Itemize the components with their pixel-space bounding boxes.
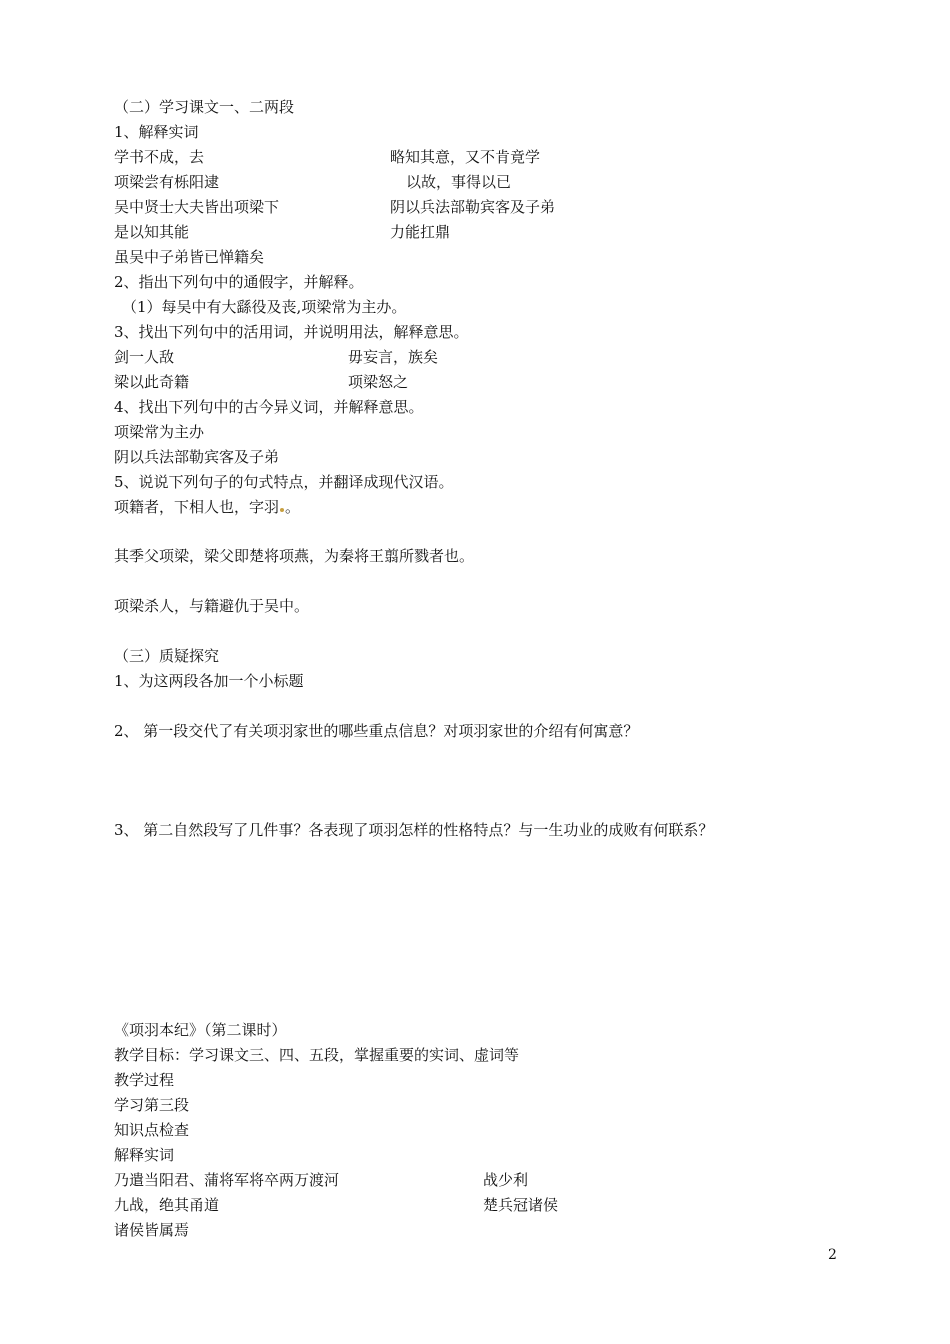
usage-item: 梁以此奇籍 [114, 373, 190, 391]
lesson-title: 《项羽本纪》（第二课时） [114, 1021, 287, 1039]
term-item: 力能扛鼎 [390, 223, 451, 241]
term-item: 吴中贤士大夫皆出项梁下 [114, 198, 280, 216]
term-item: 是以知其能 [114, 223, 190, 241]
question-4-title: 4、找出下列句中的古今异义词，并解释意思。 [114, 398, 424, 416]
section-label: 解释实词 [114, 1146, 175, 1164]
sentence-item: 项梁杀人，与籍避仇于吴中。 [114, 597, 310, 615]
term-item: 学书不成，去 [114, 148, 205, 166]
sentence-item: 其季父项梁，梁父即楚将项燕，为秦将王翦所戮者也。 [114, 547, 475, 565]
question-2-title: 2、指出下列句中的通假字，并解释。 [114, 273, 364, 291]
term-item: 虽吴中子弟皆已惮籍矣 [114, 248, 265, 266]
edit-mark [280, 508, 284, 512]
inquiry-question: 2、 第一段交代了有关项羽家世的哪些重点信息？对项羽家世的介绍有何寓意？ [114, 722, 639, 740]
meaning-item: 阴以兵法部勒宾客及子弟 [114, 448, 280, 466]
teaching-process: 教学过程 [114, 1071, 175, 1089]
term-item: 战少利 [483, 1171, 529, 1189]
term-item: 项梁尝有栎阳逮 [114, 173, 220, 191]
question-5-title: 5、说说下列句子的句式特点，并翻译成现代汉语。 [114, 473, 454, 491]
section-heading: （二）学习课文一、二两段 [114, 98, 295, 116]
term-item: 乃遣当阳君、蒲将军将卒两万渡河 [114, 1171, 340, 1189]
section-label: 学习第三段 [114, 1096, 190, 1114]
term-item: 略知其意，又不肯竟学 [390, 148, 541, 166]
inquiry-question: 3、 第二自然段写了几件事？各表现了项羽怎样的性格特点？与一生功业的成败有何联系？ [114, 821, 714, 839]
term-item: 诸侯皆属焉 [114, 1221, 190, 1239]
term-item: 九战，绝其甬道 [114, 1196, 220, 1214]
meaning-item: 项梁常为主办 [114, 423, 205, 441]
teaching-goal: 教学目标：学习课文三、四、五段，掌握重要的实词、虚词等 [114, 1046, 520, 1064]
question-2-item: （1）每吴中有大繇役及丧,项梁常为主办。 [122, 298, 407, 316]
question-3-title: 3、找出下列句中的活用词，并说明用法，解释意思。 [114, 323, 469, 341]
usage-item: 毋妄言，族矣 [348, 348, 439, 366]
question-1-title: 1、解释实词 [114, 123, 199, 141]
section-heading: （三）质疑探究 [114, 647, 220, 665]
sentence-item: 项籍者，下相人也，字羽 。 [114, 498, 301, 516]
term-item: 阴以兵法部勒宾客及子弟 [390, 198, 556, 216]
section-label: 知识点检查 [114, 1121, 190, 1139]
term-item: 以故，事得以已 [406, 173, 512, 191]
usage-item: 剑一人敌 [114, 348, 175, 366]
page-number: 2 [828, 1247, 837, 1263]
usage-item: 项梁怒之 [348, 373, 409, 391]
sentence-text: 项籍者，下相人也，字羽 [114, 498, 280, 516]
term-item: 楚兵冠诸侯 [483, 1196, 559, 1214]
inquiry-question: 1、为这两段各加一个小标题 [114, 672, 304, 690]
